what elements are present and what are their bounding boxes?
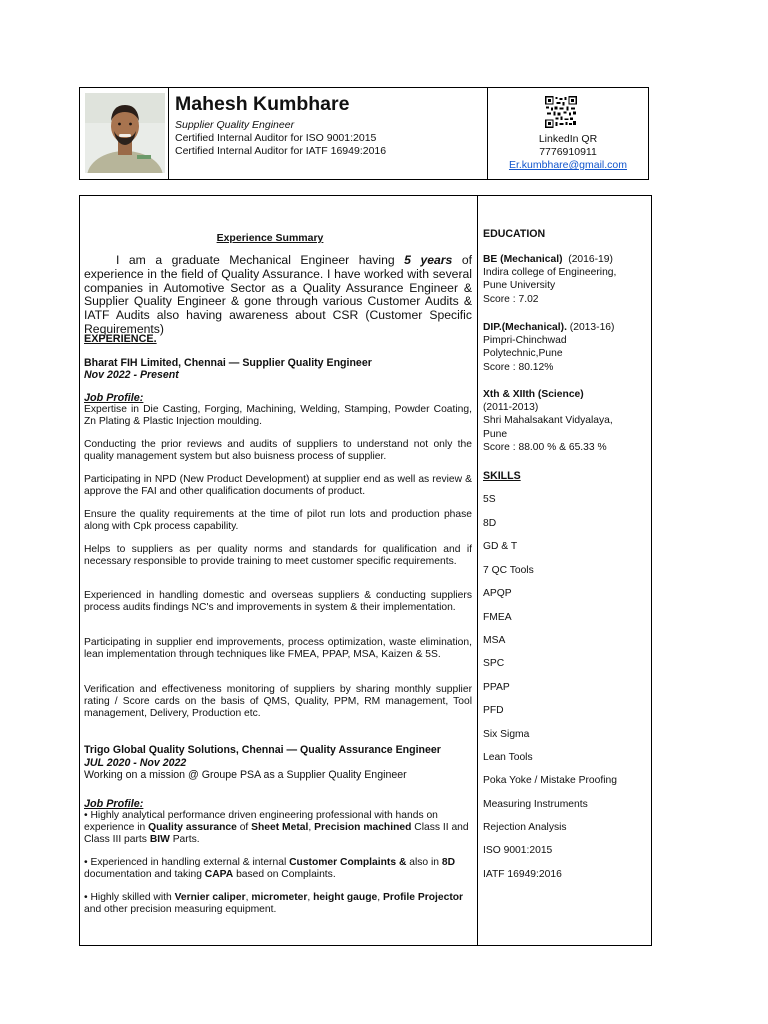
university: Pune University (483, 280, 556, 292)
degree-name: Xth & XIIth (Science) (483, 389, 584, 400)
score: Score : 88.00 % & 65.33 % (483, 441, 607, 453)
job2-bullet: • Highly analytical performance driven engineering professional with hands on experience in Quality assurance of Sheet Metal, Precision machined Class II and Class III parts BIW Parts. (84, 810, 469, 845)
skill-item: IATF 16949:2016 (483, 869, 562, 880)
summary-title: Experience Summary (216, 232, 324, 244)
education-be (483, 253, 647, 306)
skill-item: 5S (483, 494, 496, 505)
job1-point: Experienced in handling domestic and overseas suppliers & conducting suppliers process audits findings NC's and improvements in system & their implementation. (84, 590, 472, 613)
summary-paragraph (84, 254, 472, 337)
score: Score : 7.02 (483, 293, 539, 305)
institution-line2: Polytechnic,Pune (483, 348, 563, 360)
education-diploma (483, 321, 647, 374)
job1-point: Expertise in Die Casting, Forging, Machining, Welding, Stamping, Powder Coating, Zn Plating & Plastic Injection moulding. (84, 404, 472, 427)
degree-years: (2013-16) (566, 322, 615, 333)
education-school (483, 388, 647, 454)
degree-name: DIP.(Mechanical). (483, 322, 567, 333)
name-cell (169, 88, 487, 179)
job2-mission: Working on a mission @ Groupe PSA as a Supplier Quality Engineer (84, 769, 407, 781)
skill-item: Lean Tools (483, 752, 533, 763)
certification-iatf: Certified Internal Auditor for IATF 16949:2016 (175, 145, 387, 157)
score: Score : 80.12% (483, 361, 554, 373)
summary-text-end: of experience in the field of Quality Assurance. I have worked with several companies in Automotive Sector as a Quality Assurance Engineer & Supplier Quality Engineer & gone through various Customer Audits & IATF Audits also having awareness about CSR (Customer Specific Requirements) (84, 253, 472, 336)
photo-cell (80, 88, 169, 179)
linkedin-qr-code[interactable] (545, 96, 577, 128)
phone-number: 7776910911 (539, 146, 597, 158)
job2-bullet: • Experienced in handling external & internal Customer Complaints & also in 8D documentation and taking CAPA based on Complaints. (84, 857, 456, 880)
job1-point: Conducting the prior reviews and audits of suppliers to understand not only the quality management system but also buisness process of supplier. (84, 439, 472, 462)
skill-item: Six Sigma (483, 729, 530, 740)
skill-item: SPC (483, 658, 505, 669)
job1-period: Nov 2022 - Present (84, 369, 179, 381)
institution: Pimpri-Chinchwad (483, 335, 567, 347)
email-link[interactable]: Er.kumbhare@gmail.com (508, 159, 628, 171)
resume-body (79, 195, 652, 946)
skill-item: GD & T (483, 541, 518, 552)
job1-point: Verification and effectiveness monitoring of suppliers by sharing monthly supplier rating / Score cards on the basis of QMS, Quality, PPM, RM management, Tool management, Delivery, Production etc. (84, 684, 472, 719)
resume-header (79, 87, 649, 180)
job1-company: Bharat FIH Limited, Chennai — Supplier Quality Engineer (84, 357, 372, 369)
job1-point: Helps to suppliers as per quality norms and standards for qualification and if necessary responsible to provide training to meet customer specific requirements. (84, 544, 472, 567)
skill-item: 7 QC Tools (483, 565, 534, 576)
skill-item: 8D (483, 518, 497, 529)
education-heading: EDUCATION (483, 228, 546, 240)
degree-years: (2011-2013) (483, 402, 539, 414)
institution: Indira college of Engineering, (483, 267, 617, 279)
job1-point: Ensure the quality requirements at the time of pilot run lots and production phase along with Cpk process capability. (84, 509, 472, 532)
job-title: Supplier Quality Engineer (175, 119, 295, 131)
degree-name: BE (Mechanical) (483, 254, 563, 265)
summary-years: 5 years (404, 253, 453, 267)
skills-heading: SKILLS (483, 470, 521, 482)
skill-item: ISO 9001:2015 (483, 845, 553, 856)
skill-item: Poka Yoke / Mistake Proofing (483, 775, 617, 786)
job1-profile-label: Job Profile: (84, 392, 144, 404)
summary-text-start: I am a graduate Mechanical Engineer having (116, 253, 405, 267)
job2-period: JUL 2020 - Nov 2022 (84, 757, 187, 769)
skill-item: MSA (483, 635, 506, 646)
job2-profile-label: Job Profile: (84, 798, 144, 810)
degree-years: (2016-19) (562, 254, 613, 265)
job1-point: Participating in supplier end improvements, process optimization, waste elimination, lean implementation through techniques like FMEA, PPAP, MSA, Kaizen & 5S. (84, 637, 472, 660)
city: Pune (483, 428, 508, 440)
skill-item: Measuring Instruments (483, 799, 588, 810)
certification-iso: Certified Internal Auditor for ISO 9001:2015 (175, 132, 377, 144)
skill-item: FMEA (483, 612, 512, 623)
qr-label: LinkedIn QR (538, 133, 598, 145)
profile-photo (85, 93, 165, 173)
experience-column (80, 196, 477, 945)
skill-item: APQP (483, 588, 512, 599)
job1-point: Participating in NPD (New Product Development) at supplier end as well as review & approve the FAI and other qualification documents of product. (84, 474, 472, 497)
job2-company: Trigo Global Quality Solutions, Chennai — Quality Assurance Engineer (84, 744, 441, 756)
skill-item: PFD (483, 705, 504, 716)
contact-cell (487, 88, 648, 179)
candidate-name: Mahesh Kumbhare (175, 93, 350, 115)
institution: Shri Mahalsakant Vidyalaya, (483, 415, 613, 427)
sidebar-column (477, 196, 651, 945)
experience-heading: EXPERIENCE. (84, 333, 157, 345)
skill-item: Rejection Analysis (483, 822, 567, 833)
job2-bullet: • Highly skilled with Vernier caliper, micrometer, height gauge, Profile Projector and other precision measuring equipment. (84, 892, 464, 915)
skill-item: PPAP (483, 682, 510, 693)
